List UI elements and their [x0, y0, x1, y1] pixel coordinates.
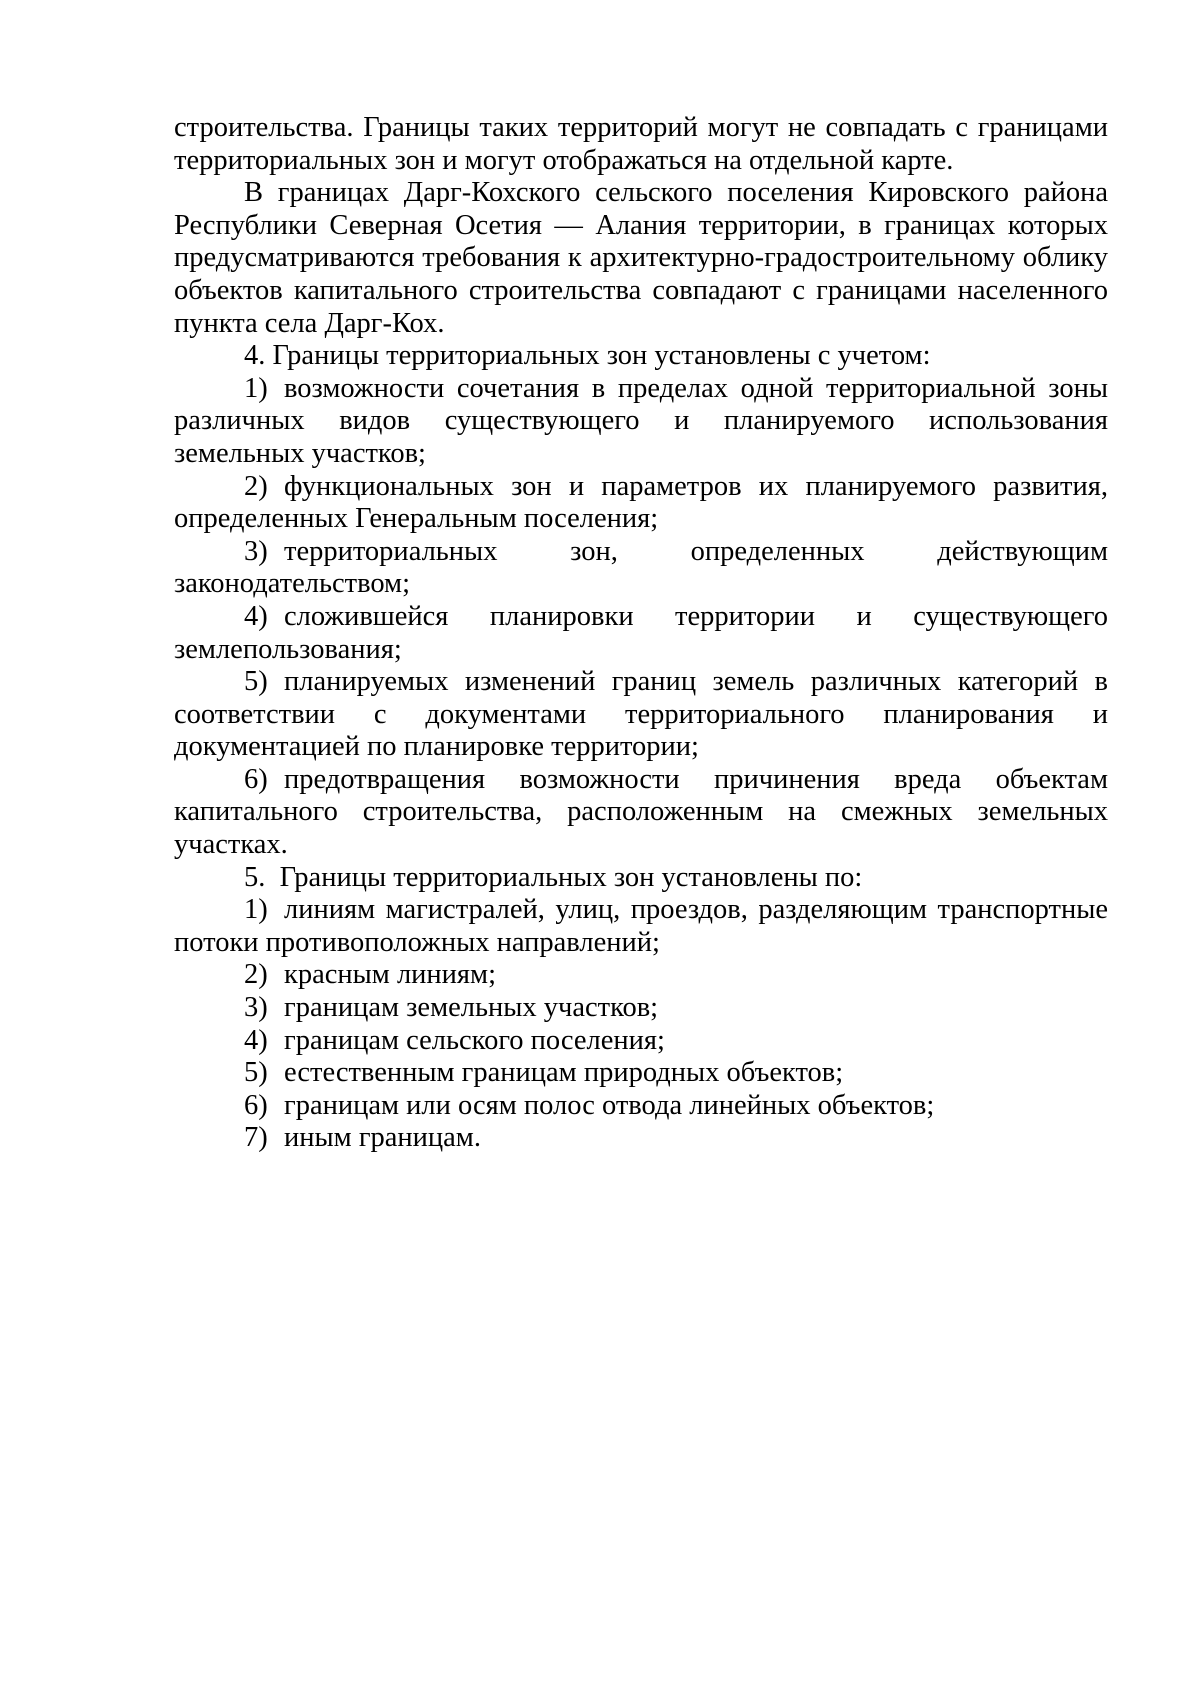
list-item-text: границам или осям полос отвода линейных объектов; — [284, 1089, 935, 1121]
list-item — [174, 1025, 1108, 1058]
list-item-text: планируемых изменений границ земель различных категорий в соответствии с документами территориального планирования и документацией по планировке территории; — [174, 666, 1108, 763]
list-item-number: 3) — [244, 992, 268, 1024]
list-item-text: сложившейся планировки территории и существующего землепользования; — [174, 600, 1108, 665]
list-item-text: территориальных зон, определенных действующим законодательством; — [174, 535, 1108, 600]
list-item-number: 5) — [244, 1057, 268, 1089]
list-item-text: иным границам. — [284, 1122, 481, 1154]
list-item-text: предотвращения возможности причинения вреда объектам капитального строительства, расположенным на смежных земельных участках. — [174, 763, 1108, 861]
list-item-text: возможности сочетания в пределах одной территориальной зоны различных видов существующего и планируемого использования земельных участков; — [174, 372, 1108, 469]
list-item-text: красным линиям; — [284, 959, 496, 991]
list-item — [174, 992, 1108, 1025]
list-item-number: 7) — [244, 1122, 268, 1154]
section-4-heading: 4. Границы территориальных зон установлены с учетом: — [244, 340, 931, 372]
list-item-number: 6) — [244, 1089, 268, 1121]
list-item-text: функциональных зон и параметров их планируемого развития, определенных Генеральным поселения; — [174, 470, 1108, 535]
list-item-number: 1) — [244, 372, 268, 404]
list-item-text: линиям магистралей, улиц, проездов, разделяющим транспортные потоки противоположных направлений; — [174, 894, 1108, 958]
paragraph-darg-koh-boundaries: В границах Дарг-Кохского сельского поселения Кировского района Республики Северная Осетия — Алания территории, в границах которых предусматриваются требования к архитектурно-градостроительному облику объектов капитального строительства совпадают с границами населенного пункта села Дарг-Кох. — [174, 177, 1108, 339]
list-item — [174, 959, 1108, 992]
list-item-number: 2) — [244, 470, 268, 502]
list-item — [174, 373, 1108, 471]
list-item — [174, 471, 1108, 536]
section-5-heading: 5. Границы территориальных зон установлены по: — [244, 861, 863, 893]
list-item — [174, 1090, 1108, 1123]
list-item — [174, 1057, 1108, 1090]
list-item-number: 4) — [244, 600, 268, 632]
list-item — [174, 601, 1108, 666]
list-item — [174, 536, 1108, 601]
list-item — [174, 666, 1108, 764]
document-page — [174, 112, 1108, 1155]
list-item — [174, 764, 1108, 862]
list-item — [174, 1122, 1108, 1155]
list-item-number: 1) — [244, 894, 268, 926]
list-item-number: 4) — [244, 1024, 268, 1056]
list-item-number: 2) — [244, 959, 268, 991]
paragraph-continuation: строительства. Границы таких территорий могут не совпадать с границами территориальных зон и могут отображаться на отдельной карте. — [174, 112, 1108, 176]
list-item-text: естественным границам природных объектов; — [284, 1057, 844, 1089]
list-item-text: границам земельных участков; — [284, 992, 659, 1024]
list-item — [174, 894, 1108, 959]
list-item-number: 3) — [244, 535, 268, 567]
list-item-number: 5) — [244, 666, 268, 698]
list-item-number: 6) — [244, 763, 268, 795]
list-item-text: границам сельского поселения; — [284, 1024, 665, 1056]
